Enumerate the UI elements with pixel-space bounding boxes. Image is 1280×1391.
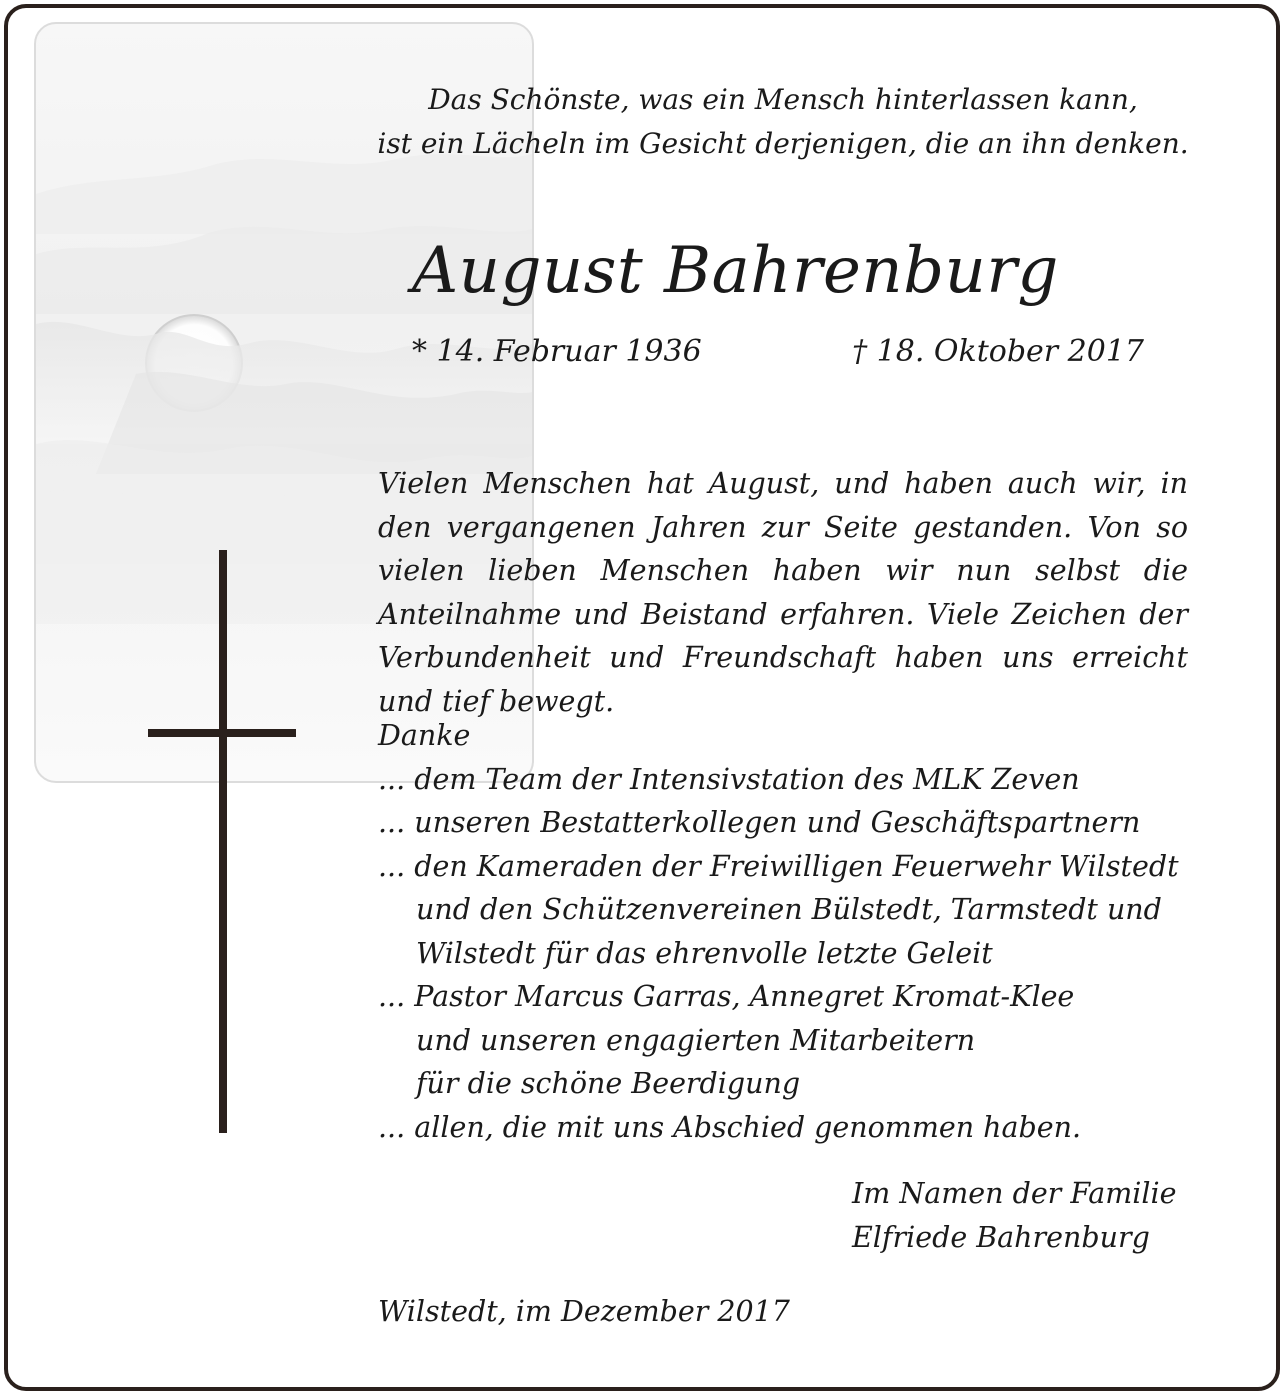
deceased-name: August Bahrenburg: [412, 234, 1059, 308]
thanks-item: ... unseren Bestatterkollegen und Geschäftspartnern: [378, 806, 1141, 839]
gratitude-text: Vielen Menschen hat August, und haben auch wir, in den vergangenen Jahren zur Seite gestanden. Von so vielen lieben Menschen haben wir nun selbst die Anteilnahme und Beistand erfahren. Viele Zeichen der Verbundenheit und Freundschaft haben uns erreicht und tief bewegt.: [378, 467, 1188, 718]
birth-date: * 14. Februar 1936: [412, 334, 702, 369]
thanks-list: [378, 714, 1208, 1149]
gratitude-paragraph: [378, 462, 1188, 723]
life-dates: [412, 332, 1144, 372]
thanks-item-continuation: und den Schützenvereinen Bülstedt, Tarmstedt und: [416, 893, 1162, 926]
signature-line: Im Namen der Familie: [852, 1177, 1177, 1210]
thanks-item: ... allen, die mit uns Abschied genommen haben.: [378, 1110, 1082, 1144]
thanks-item: ... Pastor Marcus Garras, Annegret Kromat-Klee: [378, 980, 1075, 1013]
memorial-quote: [368, 78, 1198, 166]
obituary-frame: [4, 4, 1280, 1391]
family-signature: [852, 1172, 1176, 1260]
thanks-item-continuation: Wilstedt für das ehrenvolle letzte Geleit: [416, 936, 993, 970]
place-and-date: Wilstedt, im Dezember 2017: [378, 1295, 790, 1328]
thanks-item-continuation: für die schöne Beerdigung: [416, 1067, 801, 1100]
death-date: † 18. Oktober 2017: [852, 334, 1144, 369]
thanks-item: ... dem Team der Intensivstation des MLK Zeven: [378, 762, 1080, 796]
thanks-item-continuation: und unseren engagierten Mitarbeitern: [416, 1023, 976, 1057]
signature-line: Elfriede Bahrenburg: [852, 1221, 1150, 1254]
quote-line: Das Schönste, was ein Mensch hinterlassen kann,: [428, 83, 1138, 116]
quote-line: ist ein Lächeln im Gesicht derjenigen, die an ihn denken.: [377, 127, 1189, 160]
cross-crossbar: [148, 729, 296, 737]
cross-icon: [219, 550, 227, 1133]
thanks-item: ... den Kameraden der Freiwilligen Feuerwehr Wilstedt: [378, 849, 1179, 883]
thanks-heading: Danke: [378, 719, 471, 752]
